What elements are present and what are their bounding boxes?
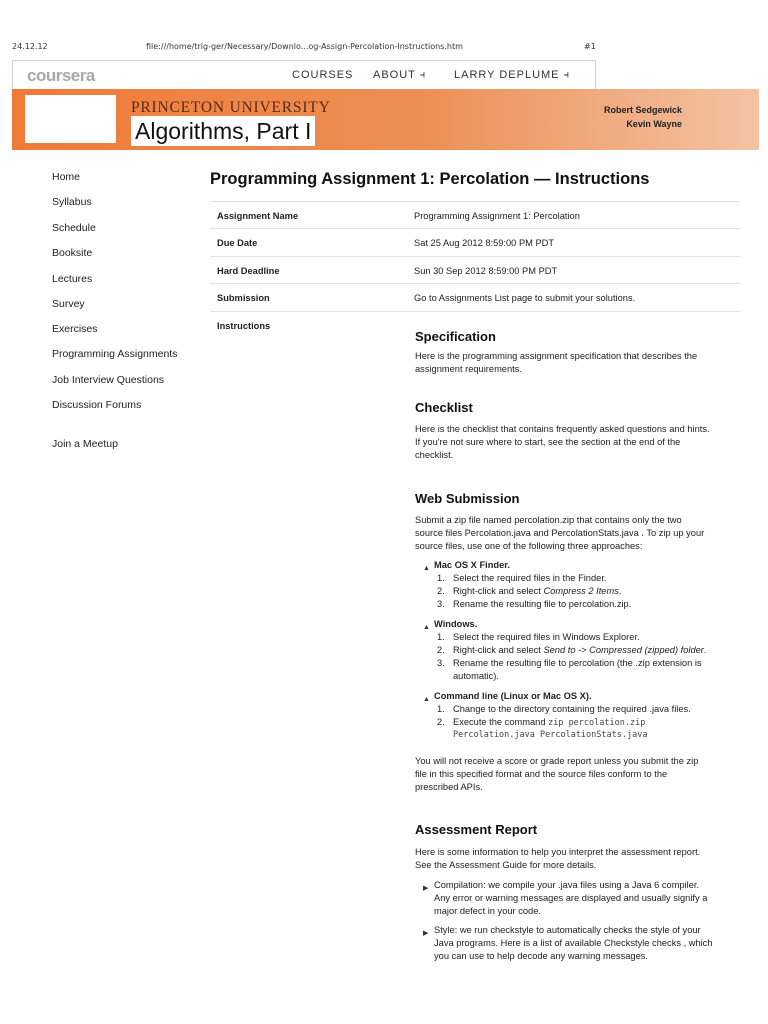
bullet-triangle-icon: ▲: [423, 624, 430, 631]
nav-user-menu[interactable]: LARRY DEPLUME ⫞: [454, 69, 571, 81]
info-value: Sun 30 Sep 2012 8:59:00 PM PDT: [414, 266, 558, 276]
text-line: Here is some information to help you interpret the assessment report.: [415, 847, 701, 857]
text-line: Any error or warning messages are displayed and usually signify a: [434, 893, 708, 903]
info-key: Due Date: [217, 238, 258, 248]
step-text: Select the required files in Windows Explorer.: [453, 632, 640, 642]
sidebar-item-join-meetup[interactable]: Join a Meetup: [52, 438, 118, 450]
university-name: PRINCETON UNIVERSITY: [131, 99, 331, 116]
option-title: Command line (Linux or Mac OS X).: [434, 691, 592, 701]
text-line: prescribed APIs.: [415, 782, 483, 792]
text-line: source files, use one of the following three approaches:: [415, 541, 643, 551]
command-code: Percolation.java PercolationStats.java: [453, 730, 648, 740]
info-key: Instructions: [217, 321, 271, 331]
text-line: Here is the programming assignment specification that describes the: [415, 351, 698, 361]
info-row: [210, 283, 740, 311]
step-text-plain: .: [618, 586, 622, 596]
step-text-plain: Right-click and select: [453, 645, 544, 655]
sidebar-item-exercises[interactable]: Exercises: [52, 323, 98, 335]
sidebar-item-booksite[interactable]: Booksite: [52, 247, 93, 259]
step-text: [453, 716, 738, 730]
sidebar-item-home[interactable]: Home: [52, 171, 81, 183]
step-text-plain: Right-click and select: [453, 586, 544, 596]
step-text-emphasis: Send to -> Compressed (zipped) folder: [543, 645, 704, 655]
sidebar-item-schedule[interactable]: Schedule: [52, 222, 96, 234]
print-url: file:///home/trig-ger/Necessary/Downlo...og-Assign-Percolation-Instructions.htm: [146, 42, 463, 51]
print-page-number: #1: [584, 42, 596, 51]
step-number: 2.: [437, 586, 445, 596]
step-number: 1.: [437, 573, 445, 583]
sidebar-item-discussion-forums[interactable]: Discussion Forums: [52, 399, 142, 411]
text-line: checklist.: [415, 450, 454, 460]
command-code: zip percolation.zip: [548, 718, 646, 728]
option-title: Mac OS X Finder.: [434, 560, 510, 570]
text-line: Here is the checklist that contains frequently asked questions and hints.: [415, 424, 710, 434]
checklist-text: [415, 423, 735, 462]
step-text-emphasis: Compress 2 Items: [543, 586, 619, 596]
info-key: Submission: [217, 293, 270, 303]
step-number: 3.: [437, 599, 445, 609]
step-text: [453, 585, 738, 598]
info-key: Hard Deadline: [217, 266, 280, 276]
step-text: Select the required files in the Finder.: [453, 573, 607, 583]
option-title: Windows.: [434, 619, 478, 629]
step-number: 2.: [437, 717, 445, 727]
nav-about-menu[interactable]: ABOUT ⫞: [373, 69, 427, 81]
author-name: Robert Sedgewick: [603, 105, 682, 115]
step-text-continued: automatic).: [453, 671, 499, 681]
text-line: See the Assessment Guide for more details.: [415, 860, 597, 870]
web-submission-heading: Web Submission: [415, 491, 520, 506]
step-text: Rename the resulting file to percolation.zip.: [453, 599, 632, 609]
assessment-text: [415, 846, 735, 872]
step-text-plain: .: [703, 645, 707, 655]
text-line: Style: we run checkstyle to automatically checks the style of your: [434, 925, 701, 935]
sidebar-item-survey[interactable]: Survey: [52, 298, 85, 310]
info-row: [210, 228, 740, 256]
web-submission-text: [415, 514, 735, 553]
bullet-arrow-icon: ▶: [423, 930, 429, 937]
print-date: 24.12.12: [12, 42, 48, 51]
coursera-logo[interactable]: coursera: [27, 66, 95, 85]
sidebar-item-programming-assignments[interactable]: Programming Assignments: [52, 348, 178, 360]
bullet-arrow-icon: ▶: [423, 885, 429, 892]
info-value: Programming Assignment 1: Percolation: [414, 211, 580, 221]
top-navbar: [12, 60, 596, 89]
step-number: 2.: [437, 645, 445, 655]
specification-text: [415, 350, 735, 376]
page-title: Programming Assignment 1: Percolation — Instructions: [210, 170, 650, 188]
sidebar-item-job-interview-questions[interactable]: Job Interview Questions: [52, 374, 165, 386]
step-text: Change to the directory containing the required .java files.: [453, 704, 691, 714]
step-text-plain: Execute the command: [453, 717, 549, 727]
info-value: Sat 25 Aug 2012 8:59:00 PM PDT: [414, 238, 555, 248]
text-line: assignment requirements.: [415, 364, 522, 374]
text-line: Submit a zip file named percolation.zip that contains only the two: [415, 515, 682, 525]
info-row: [210, 201, 740, 229]
sidebar-item-syllabus[interactable]: Syllabus: [52, 196, 92, 208]
submission-note: [415, 755, 735, 794]
sidebar-item-lectures[interactable]: Lectures: [52, 273, 93, 285]
text-line: source files Percolation.java and PercolationStats.java . To zip up your: [415, 528, 705, 538]
info-key: Assignment Name: [217, 211, 299, 221]
step-number: 1.: [437, 632, 445, 642]
assessment-heading: Assessment Report: [415, 822, 538, 837]
text-line: file in this specified format and the source files conform to the: [415, 769, 668, 779]
step-number: 1.: [437, 704, 445, 714]
submission-link[interactable]: Go to Assignments List page to submit your solutions.: [414, 293, 636, 303]
bullet-triangle-icon: ▲: [423, 565, 430, 572]
step-text: Rename the resulting file to percolation (the .zip extension is: [453, 658, 702, 668]
text-line: major defect in your code.: [434, 906, 541, 916]
nav-courses-link[interactable]: COURSES: [292, 69, 354, 81]
specification-heading: Specification: [415, 329, 496, 344]
info-row: [210, 256, 740, 284]
bullet-triangle-icon: ▲: [423, 696, 430, 703]
course-title: Algorithms, Part I: [131, 116, 315, 146]
text-line: you can use to help decode any warning messages.: [434, 951, 648, 961]
banner-logo-placeholder: [25, 95, 116, 143]
text-line: If you're not sure where to start, see the section at the end of the: [415, 437, 681, 447]
course-banner: [12, 89, 759, 150]
author-name: Kevin Wayne: [626, 119, 682, 129]
text-line: Compilation: we compile your .java files using a Java 6 compiler.: [434, 880, 700, 890]
text-line: Java programs. Here is a list of available Checkstyle checks , which: [434, 938, 713, 948]
step-text: [453, 644, 738, 657]
checklist-heading: Checklist: [415, 400, 473, 415]
text-line: You will not receive a score or grade report unless you submit the zip: [415, 756, 699, 766]
step-number: 3.: [437, 658, 445, 668]
